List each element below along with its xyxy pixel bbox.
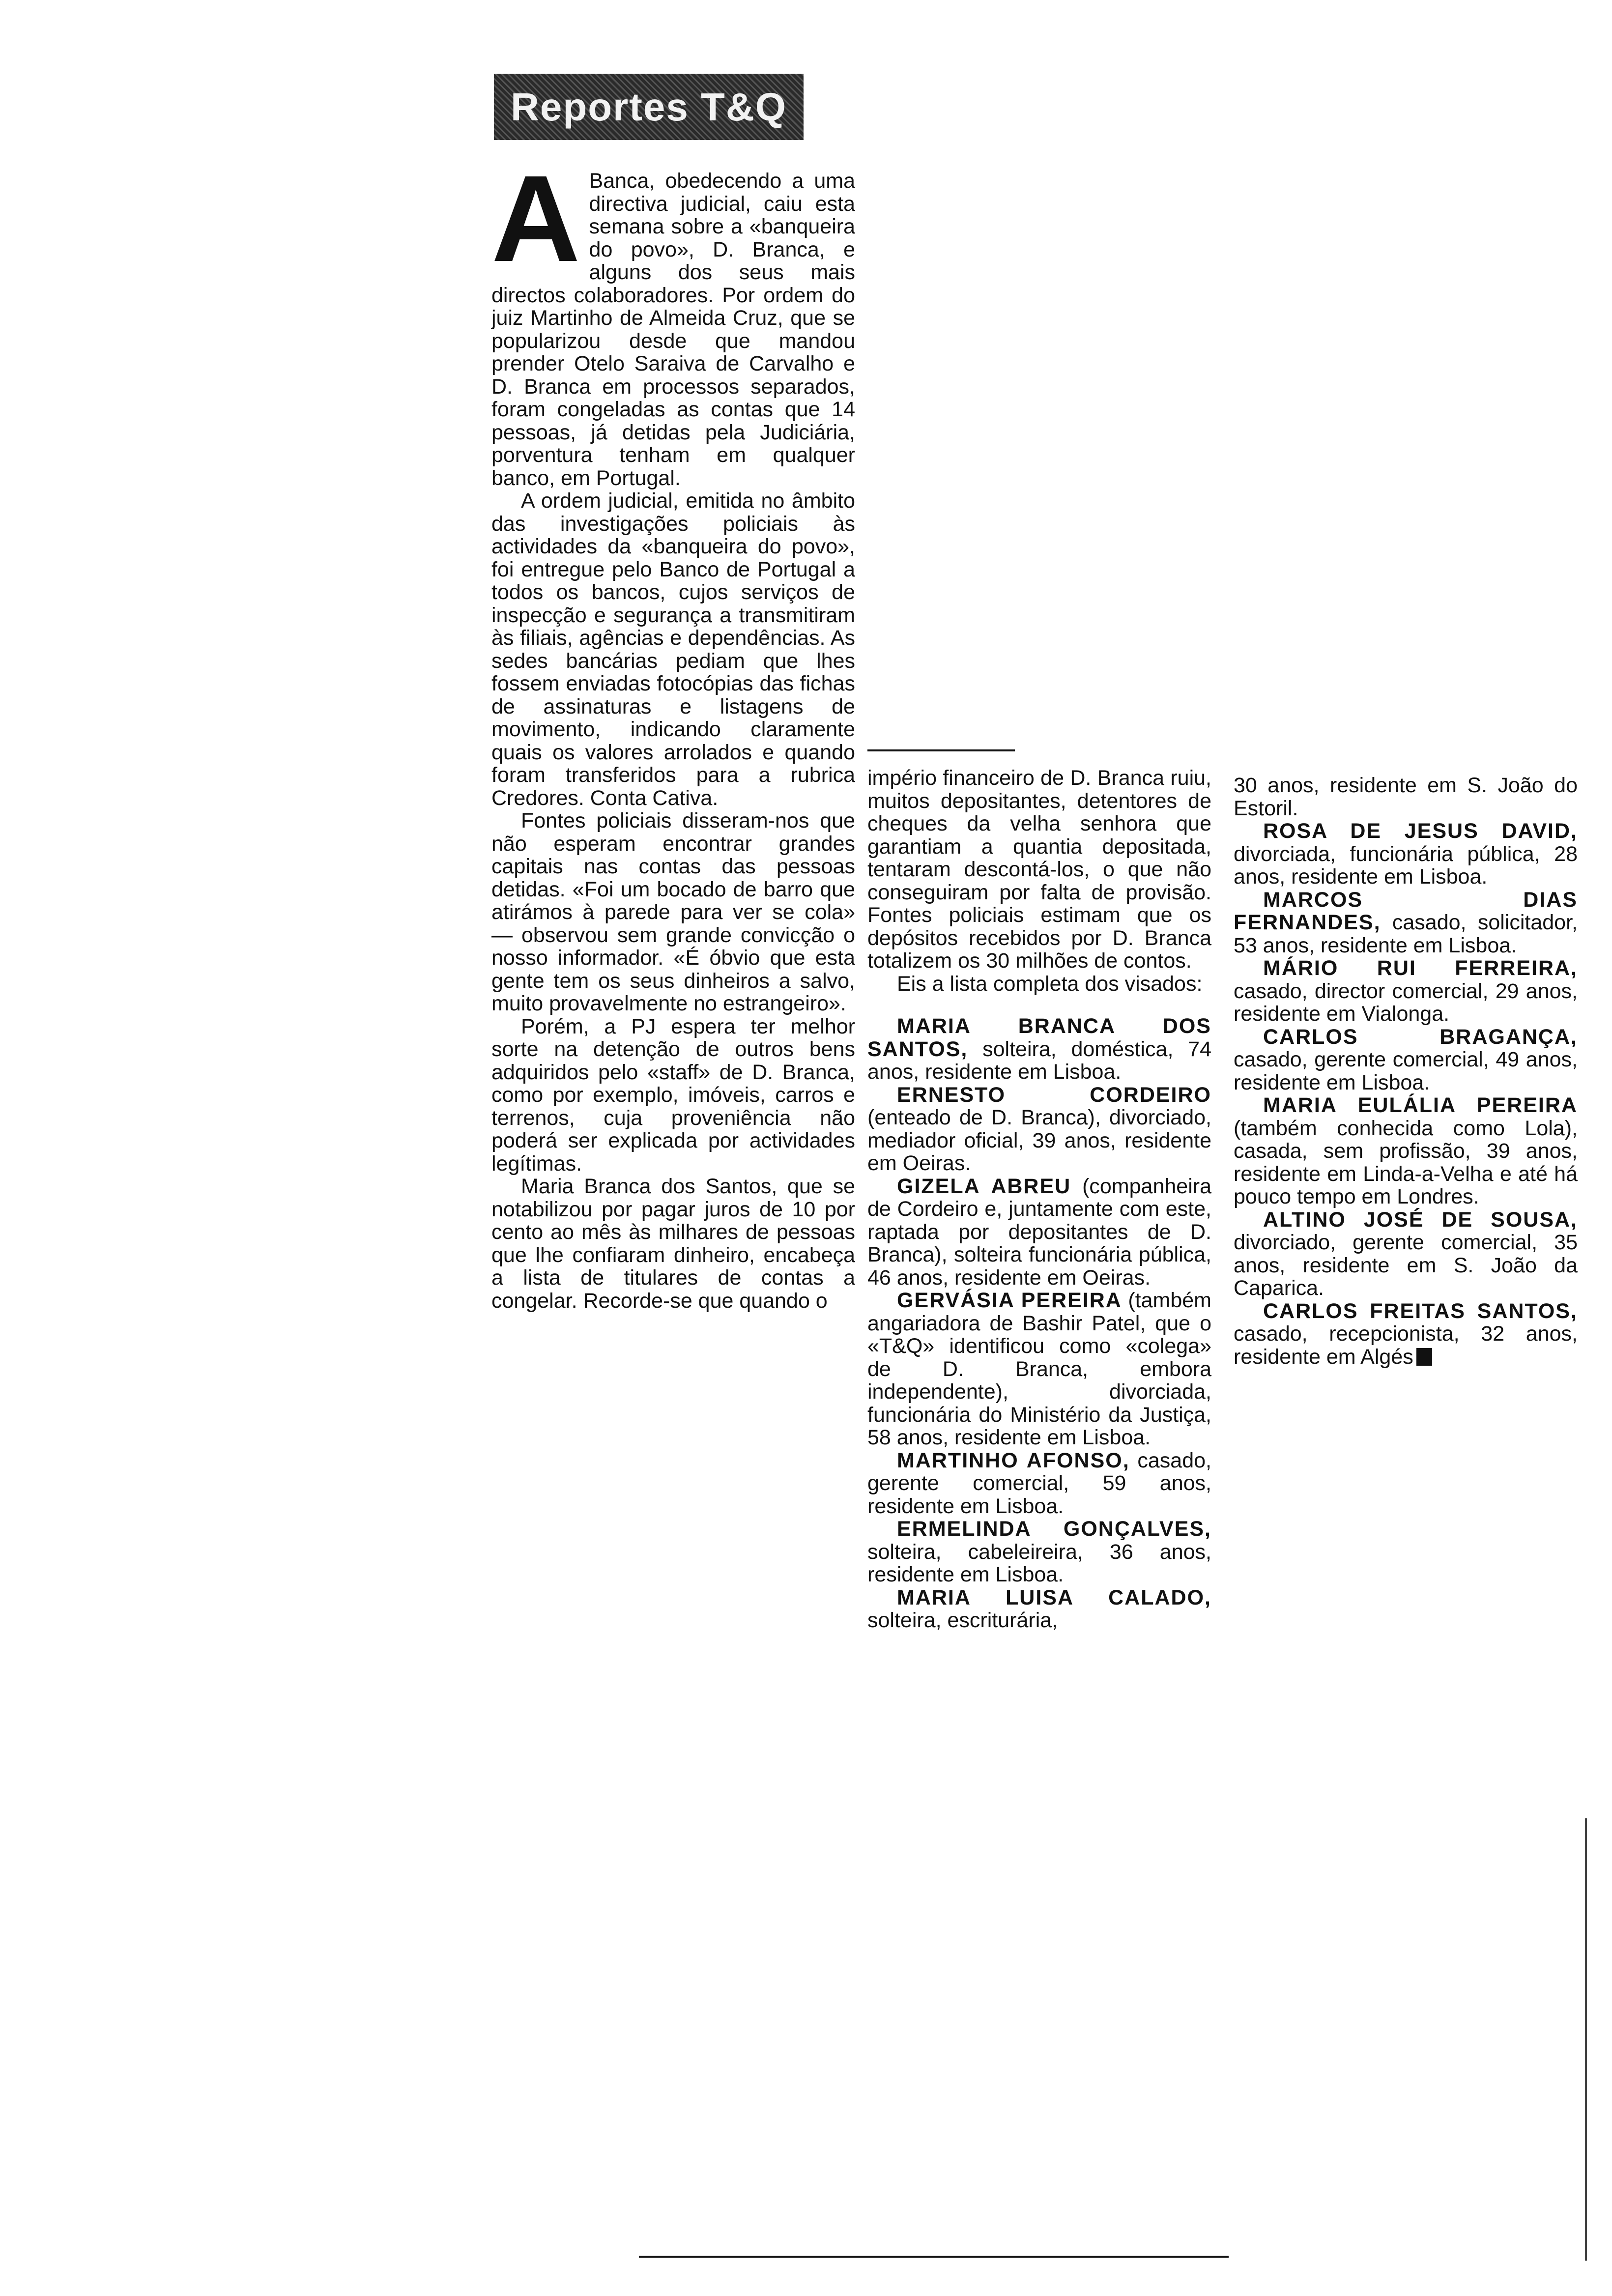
list-item: ERMELINDA GONÇALVES, solteira, cabeleireira, 36 anos, residente em Lisboa. <box>867 1517 1211 1586</box>
list-item: ROSA DE JESUS DAVID, divorciada, funcionária pública, 28 anos, residente em Lisboa. <box>1234 819 1578 889</box>
list-item: GIZELA ABREU (companheira de Cordeiro e, juntamente com este, raptada por depositantes de D. Branca), solteira funcionária pública, 46 anos, residente em Oeiras. <box>867 1174 1211 1290</box>
list-item: MARIA EULÁLIA PEREIRA (também conhecida como Lola), casada, sem profissão, 39 anos, residente em Linda-a-Velha e até há pouco tempo em Londres. <box>1234 1093 1578 1208</box>
scan-edge-line <box>1585 1818 1587 2261</box>
column-rule <box>867 749 1015 751</box>
article-column-1 <box>491 150 855 1313</box>
section-header-badge: Reportes T&Q <box>494 74 804 140</box>
paragraph: Eis a lista completa dos visados: <box>897 972 1203 996</box>
paragraph: império financeiro de D. Branca ruiu, muitos depositantes, detentores de cheques da velha senhora que garantiam a quantia depositada, tentaram descontá-los, o que não conseguiram por falta de provisão. Fontes policiais estimam que os depósitos recebidos por D. Branca totalizem os 30 milhões de contos. <box>867 766 1211 973</box>
list-item: GERVÁSIA PEREIRA (também angariadora de Bashir Patel, que o «T&Q» identificou como «colega» de D. Branca, embora independente), divorciada, funcionária do Ministério da Justiça, 58 anos, residente em Lisboa. <box>867 1289 1211 1449</box>
paragraph: A ordem judicial, emitida no âmbito das investigações policiais às actividades da «banqueira do povo», foi entregue pelo Banco de Portugal a todos os bancos, cujos serviços de inspecção e segurança a transmitiram às filiais, agências e dependências. As sedes bancárias pediam que lhes fossem enviadas fotocópias das fichas de assinaturas e listagens de movimento, indicando claramente quais os valores arrolados e quando foram transferidos para a rubrica Credores. Conta Cativa. <box>491 489 855 810</box>
list-item: MARTINHO AFONSO, casado, gerente comercial, 59 anos, residente em Lisboa. <box>867 1448 1211 1518</box>
paragraph: Maria Branca dos Santos, que se notabilizou por pagar juros de 10 por cento ao mês às milhares de pessoas que lhe confiaram dinheiro, encabeça a lista de titulares de contas a congelar. Recorde-se que quando o <box>491 1175 855 1313</box>
list-item: MÁRIO RUI FERREIRA, casado, director comercial, 29 anos, residente em Vialonga. <box>1234 956 1578 1026</box>
bottom-rule <box>639 2256 1229 2258</box>
list-item: MARIA BRANCA DOS SANTOS, solteira, doméstica, 74 anos, residente em Lisboa. <box>867 1014 1211 1084</box>
drop-cap: A <box>491 150 580 287</box>
list-item: CARLOS BRAGANÇA, casado, gerente comercial, 49 anos, residente em Lisboa. <box>1234 1025 1578 1094</box>
list-item: MARCOS DIAS FERNANDES, casado, solicitador, 53 anos, residente em Lisboa. <box>1234 888 1578 957</box>
list-item: CARLOS FREITAS SANTOS, casado, recepcionista, 32 anos, residente em Algés <box>1234 1299 1578 1369</box>
article-column-3 <box>1234 774 1578 1368</box>
paragraph: Porém, a PJ espera ter melhor sorte na detenção de outros bens adquiridos pelo «staff» de D. Branca, como por exemplo, imóveis, carros e terrenos, cuja proveniência não poderá ser explicada por actividades legítimas. <box>491 1014 855 1176</box>
list-item: ALTINO JOSÉ DE SOUSA, divorciado, gerente comercial, 35 anos, residente em S. João da Caparica. <box>1234 1207 1578 1300</box>
lead-paragraph: A Banca, obedecendo a uma directiva judicial, caiu esta semana sobre a «banqueira do povo», D. Branca, e alguns dos seus mais directos colaboradores. Por ordem do juiz Martinho de Almeida Cruz, que se popularizou desde que mandou prender Otelo Saraiva de Carvalho e D. Branca em processos separados, foram congeladas as contas que 14 pessoas, já detidas pela Judiciária, porventura tenham em qualquer banco, em Portugal. <box>491 150 855 490</box>
paragraph: 30 anos, residente em S. João do Estoril. <box>1234 774 1578 820</box>
paragraph: Fontes policiais disseram-nos que não esperam encontrar grandes capitais nas contas das pessoas detidas. «Foi um bocado de barro que atirámos à parede para ver se cola» — observou sem grande convicção o nosso informador. «É óbvio que esta gente tem os seus dinheiros a salvo, muito provavelmente no estrangeiro». <box>491 809 855 1015</box>
article-column-2 <box>867 767 1211 1632</box>
list-item: ERNESTO CORDEIRO (enteado de D. Branca), divorciado, mediador oficial, 39 anos, residente em Oeiras. <box>867 1083 1211 1175</box>
list-item: MARIA LUISA CALADO, solteira, escriturária, <box>867 1585 1211 1632</box>
end-of-article-mark <box>1416 1348 1432 1366</box>
